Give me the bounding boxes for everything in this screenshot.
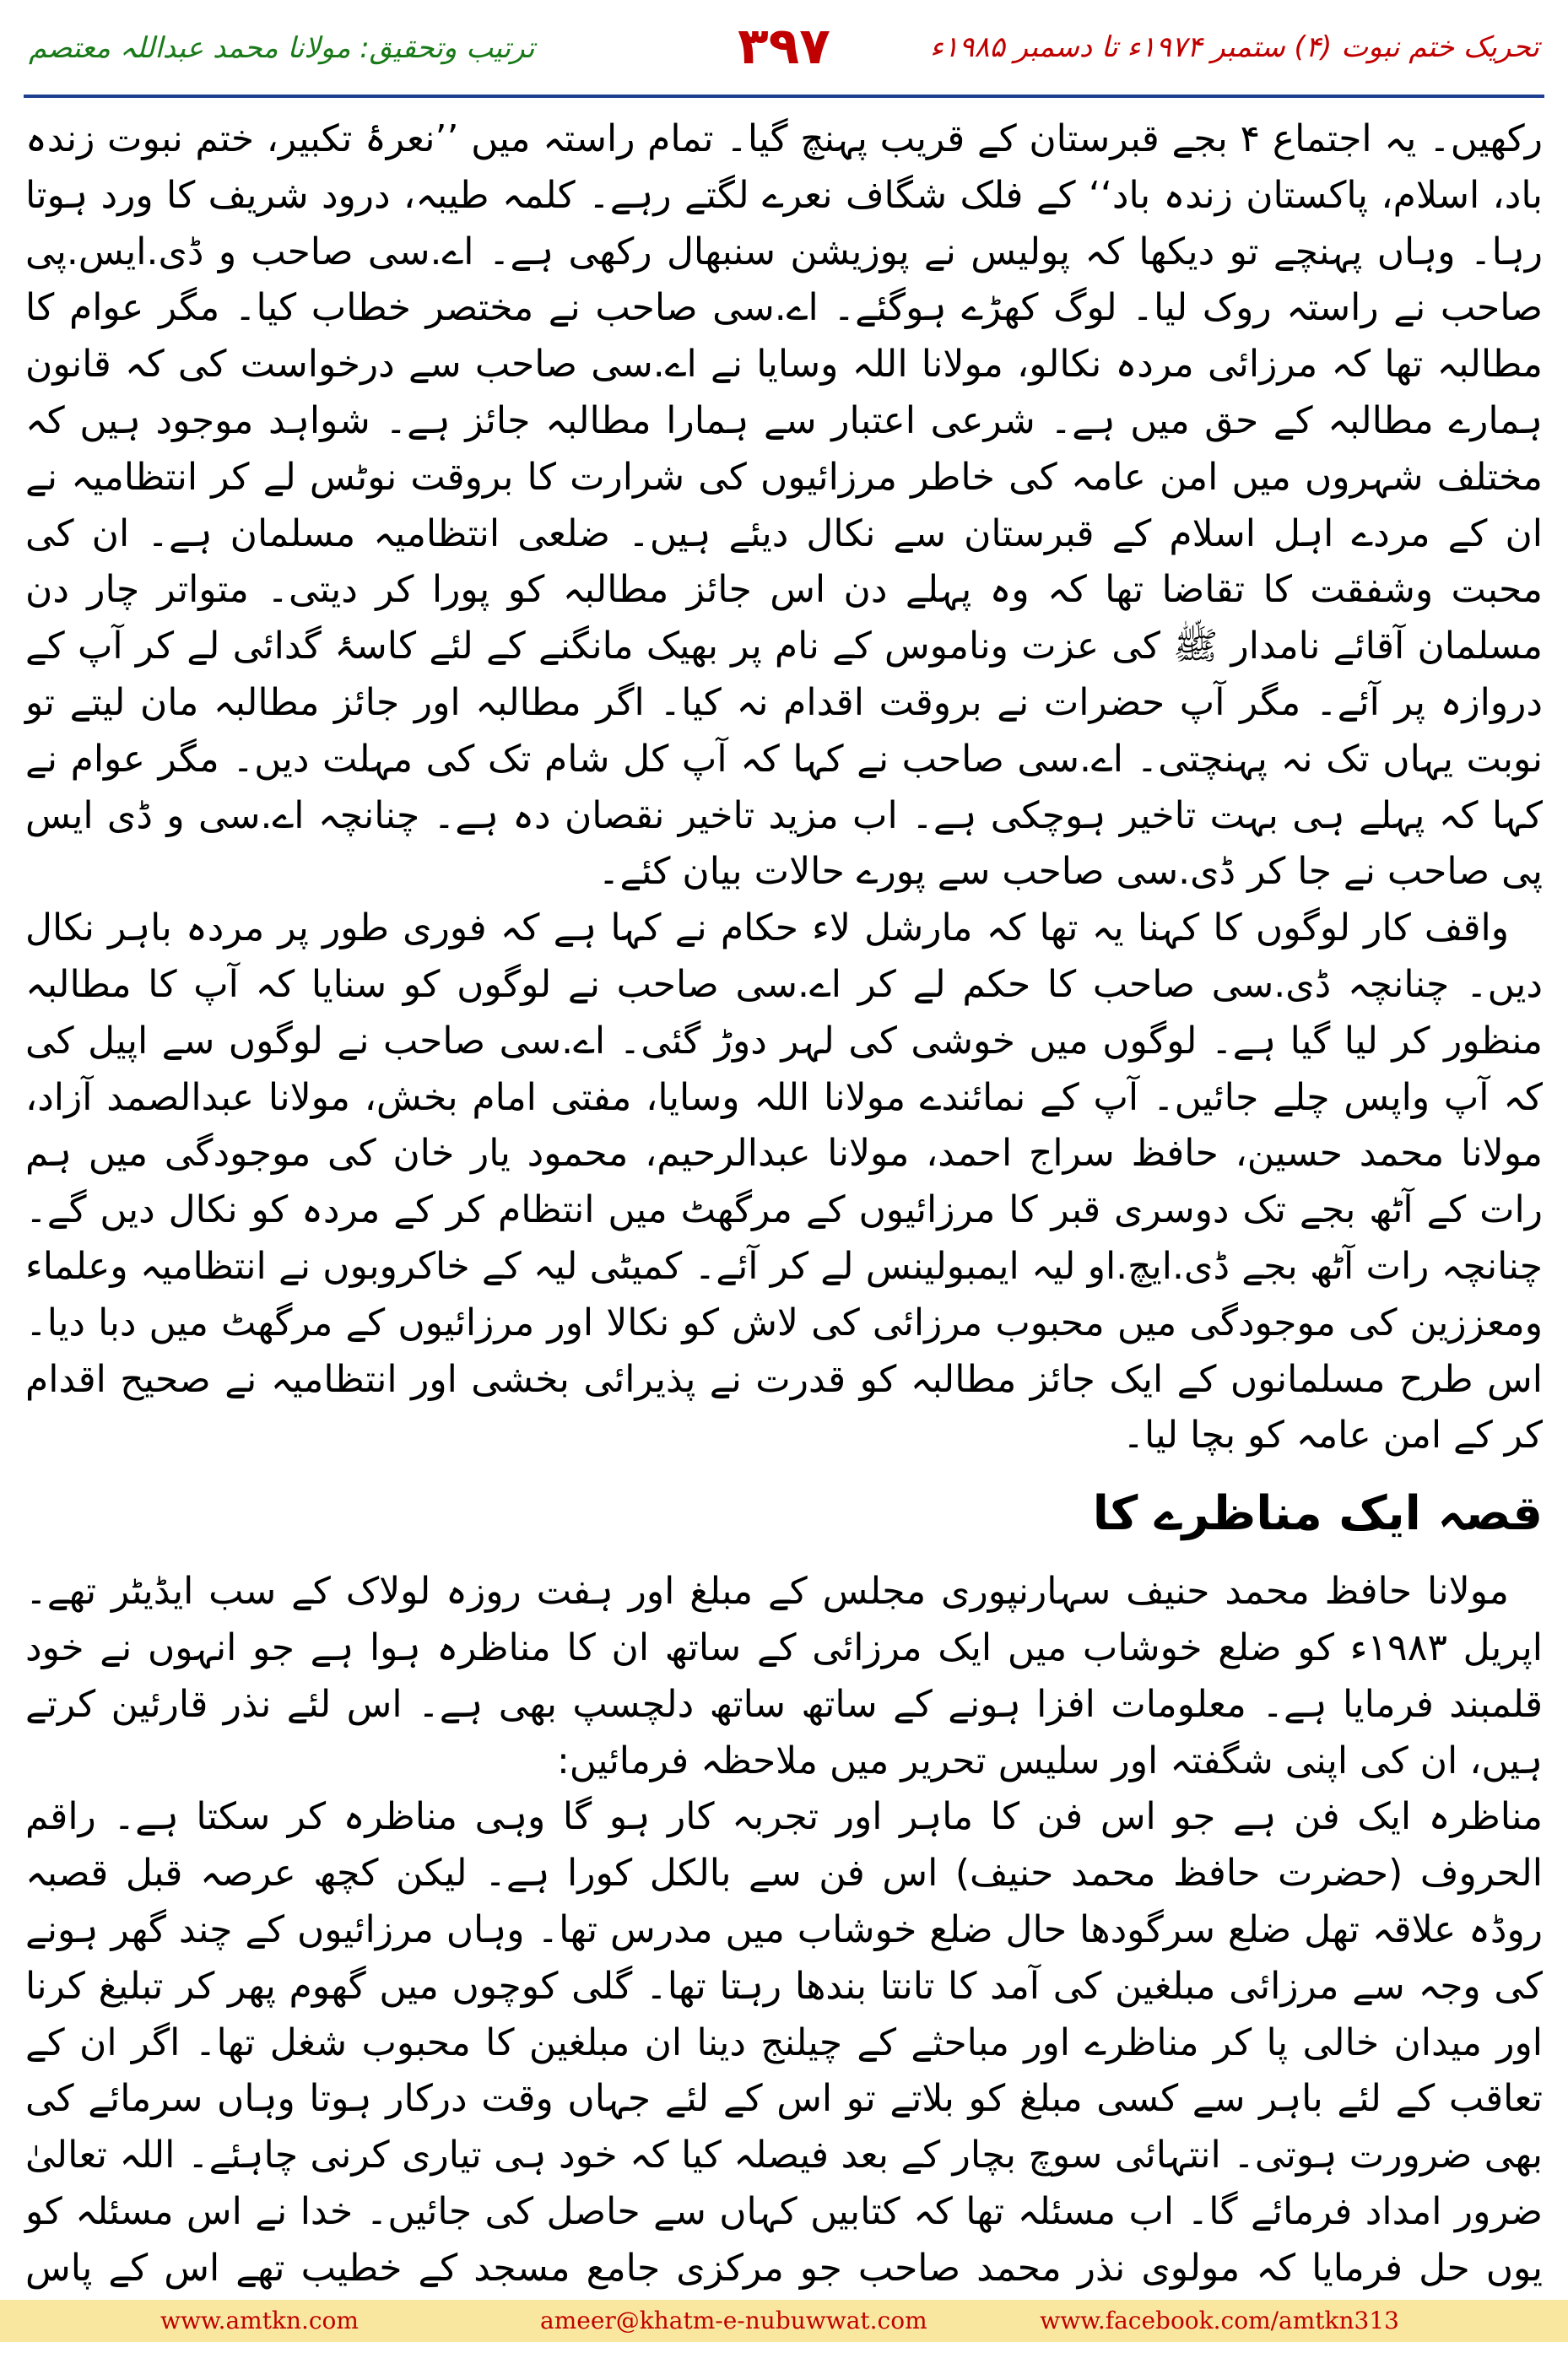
book-title: تحریک ختم نبوت (۴) ستمبر ۱۹۷۴ء تا دسمبر ۱۹۸۵ء bbox=[929, 30, 1539, 64]
paragraph-4: مناظرہ ایک فن ہے جو اس فن کا ماہر اور تجربہ کار ہو گا وہی مناظرہ کر سکتا ہے۔ راقم الحروف (حضرت حافظ محمد حنیف) اس فن سے بالکل کورا ہے۔ لیکن کچھ عرصہ قبل قصبہ روڈہ علاقہ تھل ضلع سرگودھا حال ضلع خوشاب میں مدرس تھا۔ وہاں مرزائیوں کے چند گھر ہونے کی وجہ سے مرزائی مبلغین کی آمد کا تانتا بندھا رہتا تھا۔ گلی کوچوں میں گھوم پھر کر تبلیغ کرنا اور میدان خالی پا کر مناظرے اور مباحثے کے چیلنج دینا ان مبلغین کا محبوب شغل تھا۔ اگر ان کے تعاقب کے لئے باہر سے کسی مبلغ کو بلاتے تو اس کے لئے جہاں وقت درکار ہوتا وہاں سرمائے کی بھی ضرورت ہوتی۔ انتہائی سوچ بچار کے بعد فیصلہ کیا کہ خود ہی تیاری کرنی چاہئے۔ اللہ تعالیٰ ضرور امداد فرمائے گا۔ اب مسئلہ تھا کہ کتابیں کہاں سے حاصل کی جائیں۔ خدا نے اس مسئلہ کو یوں حل فرمایا کہ مولوی نذر محمد صاحب جو مرکزی جامع مسجد کے خطیب تھے اس کے پاس bbox=[25, 1795, 1544, 2290]
header-divider bbox=[24, 95, 1544, 98]
paragraph-3: مولانا حافظ محمد حنیف سہارنپوری مجلس کے مبلغ اور ہفت روزہ لولاک کے سب ایڈیٹر تھے۔ اپریل ۱۹۸۳ء کو ضلع خوشاب میں ایک مرزائی کے ساتھ ان کا مناظرہ ہوا ہے جو انہوں نے خود قلمبند فرمایا ہے۔ معلومات افزا ہونے کے ساتھ ساتھ دلچسپ بھی ہے۔ اس لئے نذر قارئین کرتے ہیں، ان کی اپنی شگفتہ اور سلیس تحریر میں ملاحظہ فرمائیں: bbox=[25, 1570, 1543, 1782]
page-header bbox=[0, 0, 1568, 93]
paragraph-2: واقف کار لوگوں کا کہنا یہ تھا کہ مارشل لاء حکام نے کہا ہے کہ فوری طور پر مردہ باہر نکال دیں۔ چنانچہ ڈی.سی صاحب کا حکم لے کر اے.سی صاحب نے لوگوں کو سنایا کہ آپ کا مطالبہ منظور کر لیا گیا ہے۔ لوگوں میں خوشی کی لہر دوڑ گئی۔ اے.سی صاحب نے لوگوں سے اپیل کی کہ آپ واپس چلے جائیں۔ آپ کے نمائندے مولانا اللہ وسایا، مفتی امام بخش، مولانا عبدالصمد آزاد، مولانا محمد حسین، حافظ سراج احمد، مولانا عبدالرحیم، محمود یار خان کی موجودگی میں ہم رات کے آٹھ بجے تک دوسری قبر کا مرزائیوں کے مرگھٹ میں انتظام کر کے مردہ کو نکال دیں گے۔ چنانچہ رات آٹھ بجے ڈی.ایچ.او لیہ ایمبولینس لے کر آئے۔ کمیٹی لیہ کے خاکروبوں نے انتظامیہ وعلماء ومعززین کی موجودگی میں محبوب مرزائی کی لاش کو نکالا اور مرزائیوں کے مرگھٹ میں دبا دیا۔ اس طرح مسلمانوں کے ایک جائز مطالبہ کو قدرت نے پذیرائی بخشی اور انتظامیہ نے صحیح اقدام کر کے امن عامہ کو بچا لیا۔ bbox=[25, 906, 1543, 1458]
section-heading: قصہ ایک مناظرے کا bbox=[1092, 1486, 1543, 1542]
compiler-credit: ترتیب وتحقیق: مولانا محمد عبداللہ معتصم bbox=[29, 31, 535, 65]
facebook-link[interactable]: www.facebook.com/amtkn313 bbox=[1040, 2307, 1399, 2334]
website-link[interactable]: www.amtkn.com bbox=[160, 2307, 359, 2334]
page-body bbox=[25, 111, 1544, 2290]
email-link[interactable]: ameer@khatm-e-nubuwwat.com bbox=[540, 2307, 927, 2334]
paragraph-1: رکھیں۔ یہ اجتماع ۴ بجے قبرستان کے قریب پہنچ گیا۔ تمام راستہ میں ’’نعرۂ تکبیر، ختم نبوت زندہ باد، اسلام، پاکستان زندہ باد‘‘ کے فلک شگاف نعرے لگتے رہے۔ کلمہ طیبہ، درود شریف کا ورد ہوتا رہا۔ وہاں پہنچے تو دیکھا کہ پولیس نے پوزیشن سنبھال رکھی ہے۔ اے.سی صاحب و ڈی.ایس.پی صاحب نے راستہ روک لیا۔ لوگ کھڑے ہوگئے۔ اے.سی صاحب نے مختصر خطاب کیا۔ مگر عوام کا مطالبہ تھا کہ مرزائی مردہ نکالو، مولانا اللہ وسایا نے اے.سی صاحب سے درخواست کی کہ قانون ہمارے مطالبہ کے حق میں ہے۔ شرعی اعتبار سے ہمارا مطالبہ جائز ہے۔ شواہد موجود ہیں کہ مختلف شہروں میں امن عامہ کی خاطر مرزائیوں کی شرارت کا بروقت نوٹس لے کر انتظامیہ نے ان کے مردے اہل اسلام کے قبرستان سے نکال دیئے ہیں۔ ضلعی انتظامیہ مسلمان ہے۔ ان کی محبت وشفقت کا تقاضا تھا کہ وہ پہلے دن اس جائز مطالبہ کو پورا کر دیتی۔ متواتر چار دن مسلمان آقائے نامدار ﷺ کی عزت وناموس کے نام پر بھیک مانگنے کے لئے کاسۂ گدائی لے کر آپ کے دروازہ پر آئے۔ مگر آپ حضرات نے بروقت اقدام نہ کیا۔ اگر مطالبہ اور جائز مطالبہ مان لیتے تو نوبت یہاں تک نہ پہنچتی۔ اے.سی صاحب نے کہا کہ آپ کل شام تک کی مہلت دیں۔ مگر عوام نے کہا کہ پہلے ہی بہت تاخیر ہوچکی ہے۔ اب مزید تاخیر نقصان دہ ہے۔ چنانچہ اے.سی و ڈی ایس پی صاحب نے جا کر ڈی.سی صاحب سے پورے حالات بیان کئے۔ bbox=[25, 117, 1544, 894]
page-number: ۳۹۷ bbox=[738, 17, 830, 76]
